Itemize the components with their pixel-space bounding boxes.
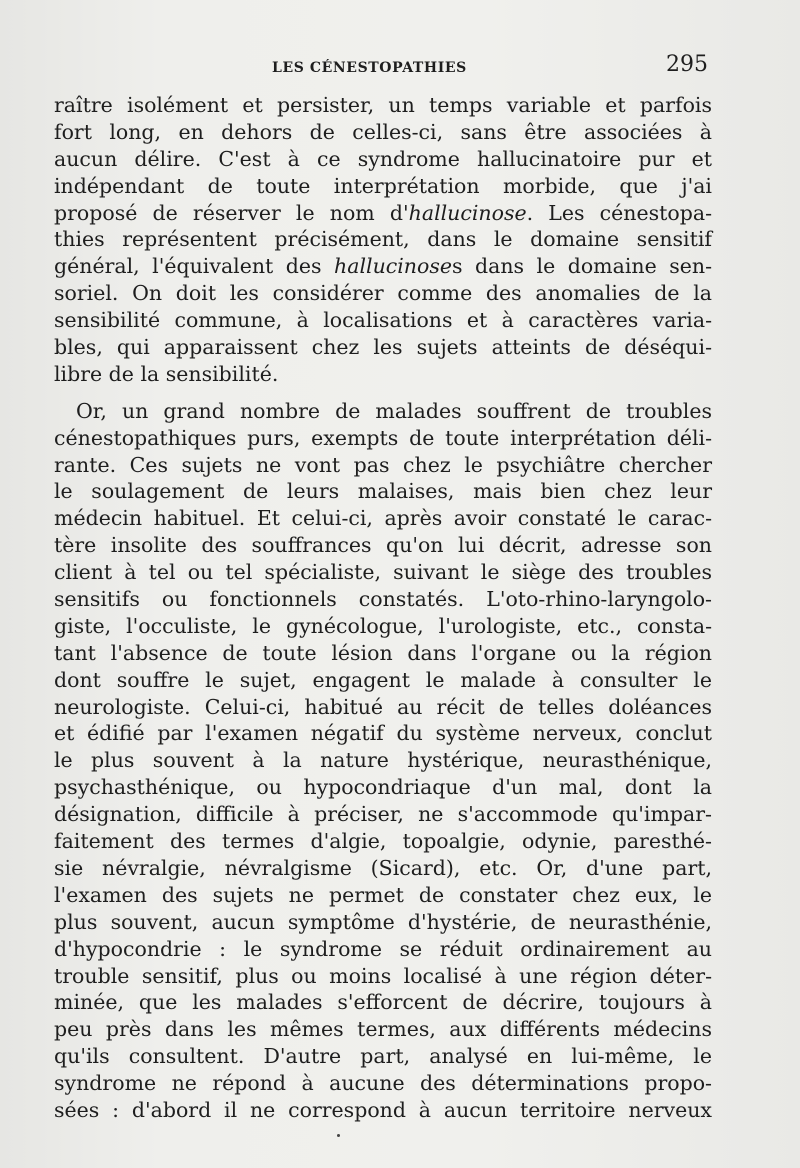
text-line: et édifié par l'examen négatif du système nerveux, conclut	[54, 721, 712, 746]
text-line: sensibilité commune, à localisations et à caractères varia-	[54, 308, 712, 333]
text-line: syndrome ne répond à aucune des déterminations propo-	[54, 1071, 712, 1096]
paragraph-1	[54, 92, 712, 388]
text-line: l'examen des sujets ne permet de constater chez eux, le	[54, 882, 712, 907]
text-line: thies représentent précisément, dans le domaine sensitif	[54, 227, 712, 252]
text-line: rante. Ces sujets ne vont pas chez le psychiâtre chercher	[54, 452, 712, 477]
text-line: faitement des termes d'algie, topoalgie, odynie, paresthé-	[54, 829, 712, 854]
text-line: psychasthénique, ou hypocondriaque d'un mal, dont la	[54, 775, 712, 800]
text-line: Or, un grand nombre de malades souffrent de troubles	[76, 398, 712, 423]
page-number: 295	[666, 52, 708, 77]
running-head	[0, 52, 800, 82]
text-line: indépendant de toute interprétation morbide, que j'ai	[54, 173, 712, 198]
text-line: le soulagement de leurs malaises, mais bien chez leur	[54, 479, 712, 504]
text-line: sées : d'abord il ne correspond à aucun territoire nerveux	[54, 1097, 712, 1122]
text-line: client à tel ou tel spécialiste, suivant le siège des troubles	[54, 560, 712, 585]
text-line: neurologiste. Celui-ci, habitué au récit de telles doléances	[54, 694, 712, 719]
text-line: tant l'absence de toute lésion dans l'organe ou la région	[54, 640, 712, 665]
text-line: sensitifs ou fonctionnels constatés. L'oto-rhino-laryngolo-	[54, 587, 712, 612]
italic-term: hallucinose	[408, 200, 527, 225]
text-line: médecin habituel. Et celui-ci, après avoir constaté le carac-	[54, 506, 712, 531]
text-line: général, l'équivalent des hallucinoses dans le domaine sen-	[54, 254, 712, 279]
text-line: plus souvent, aucun symptôme d'hystérie, de neurasthénie,	[54, 909, 712, 934]
text-line: peu près dans les mêmes termes, aux différents médecins	[54, 1017, 712, 1042]
text-line: bles, qui apparaissent chez les sujets atteints de déséqui-	[54, 335, 712, 360]
text-line: soriel. On doit les considérer comme des anomalies de la	[54, 281, 712, 306]
text-line: cénestopathiques purs, exempts de toute interprétation déli-	[54, 425, 712, 450]
text-line: minée, que les malades s'efforcent de décrire, toujours à	[54, 990, 712, 1015]
text-line: qu'ils consultent. D'autre part, analysé en lui-même, le	[54, 1044, 712, 1069]
paragraph-gap	[54, 388, 712, 398]
paragraph-2	[54, 398, 712, 1124]
text-line: d'hypocondrie : le syndrome se réduit ordinairement au	[54, 936, 712, 961]
text-line: raître isolément et persister, un temps variable et parfois	[54, 93, 712, 117]
text-line: sie névralgie, névralgisme (Sicard), etc. Or, d'une part,	[54, 855, 712, 880]
text-line: le plus souvent à la nature hystérique, neurasthénique,	[54, 748, 712, 773]
text-line: trouble sensitif, plus ou moins localisé à une région déter-	[54, 963, 712, 988]
body-text	[54, 92, 712, 1124]
text-line: désignation, difficile à préciser, ne s'accommode qu'impar-	[54, 802, 712, 827]
text-line: tère insolite des souffrances qu'on lui décrit, adresse son	[54, 533, 712, 558]
text-line: aucun délire. C'est à ce syndrome hallucinatoire pur et	[54, 146, 712, 171]
text-line: giste, l'occuliste, le gynécologue, l'urologiste, etc., consta-	[54, 613, 712, 638]
text-line: proposé de réserver le nom d'hallucinose. Les cénestopa-	[54, 200, 712, 225]
text-line: libre de la sensibilité.	[54, 361, 279, 386]
running-title: LES CÉNESTOPATHIES	[272, 60, 467, 76]
text-line: fort long, en dehors de celles-ci, sans être associées à	[54, 119, 712, 144]
print-speck	[337, 1134, 340, 1137]
text-line: dont souffre le sujet, engagent le malade à consulter le	[54, 667, 712, 692]
italic-term: hallucinose	[334, 254, 453, 279]
